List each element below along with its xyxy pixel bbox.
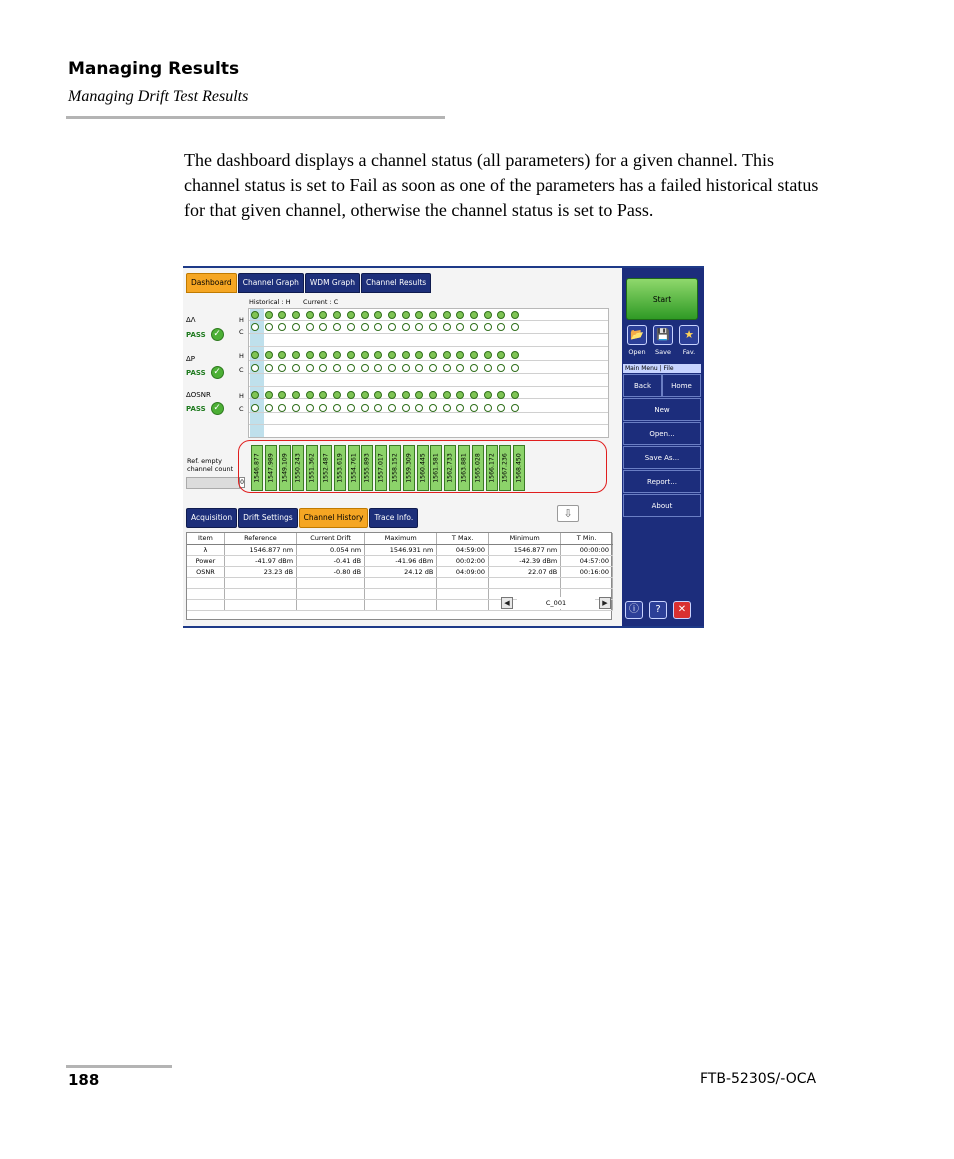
status-dot[interactable]	[251, 391, 259, 399]
grid-line	[249, 424, 608, 425]
channel-label: 1547.989	[267, 453, 275, 483]
table-cell	[297, 588, 365, 599]
status-dot[interactable]	[456, 391, 464, 399]
table-row[interactable]	[187, 544, 613, 555]
table-cell	[437, 588, 489, 599]
status-dot[interactable]	[265, 404, 273, 412]
status-dot[interactable]	[402, 364, 410, 372]
channel-label: 1566.172	[488, 453, 496, 483]
status-dot[interactable]	[484, 391, 492, 399]
table-cell	[365, 599, 437, 610]
ref-count-marker: 0	[240, 479, 244, 486]
table-header: Minimum	[489, 533, 561, 544]
status-dot[interactable]	[374, 364, 382, 372]
status-dot[interactable]	[388, 351, 396, 359]
status-dot[interactable]	[443, 391, 451, 399]
status-dot[interactable]	[265, 364, 273, 372]
status-dot[interactable]	[265, 323, 273, 331]
table-cell	[187, 588, 224, 599]
table-header: Reference	[224, 533, 296, 544]
status-dot[interactable]	[347, 351, 355, 359]
param-label-osnr: ΔOSNR	[186, 391, 211, 399]
status-dot[interactable]	[415, 404, 423, 412]
table-cell	[224, 599, 296, 610]
channel-label: 1551.362	[308, 453, 316, 483]
channel-nav	[501, 597, 611, 609]
main-menu-strip: Main Menu | File	[623, 364, 701, 373]
status-dot[interactable]	[306, 323, 314, 331]
status-dot[interactable]	[278, 404, 286, 412]
tab-acquisition[interactable]: Acquisition	[186, 508, 237, 528]
status-dot[interactable]	[319, 323, 327, 331]
row-c-label: C	[239, 405, 244, 413]
param-label-power: ΔP	[186, 355, 196, 363]
param-label-lambda: ΔΛ	[186, 316, 196, 324]
status-dot[interactable]	[333, 323, 341, 331]
footer-rule	[66, 1065, 172, 1068]
status-dot[interactable]	[347, 311, 355, 319]
back-button[interactable]: Back	[623, 374, 662, 397]
footer-model: FTB-5230S/-OCA	[700, 1071, 817, 1087]
fav-quick-button[interactable]	[679, 325, 699, 345]
tab-trace-info[interactable]: Trace Info.	[369, 508, 418, 528]
dot-row	[251, 311, 525, 321]
channel-label: 1565.028	[474, 453, 482, 483]
status-dot[interactable]	[456, 311, 464, 319]
status-dot[interactable]	[306, 364, 314, 372]
status-dot[interactable]	[278, 323, 286, 331]
page-number: 188	[68, 1071, 100, 1089]
status-dot[interactable]	[319, 391, 327, 399]
tab-drift-settings[interactable]: Drift Settings	[238, 508, 298, 528]
status-dot[interactable]	[470, 323, 478, 331]
status-dot[interactable]	[347, 364, 355, 372]
status-dot[interactable]	[497, 351, 505, 359]
table-cell	[365, 588, 437, 599]
status-dot[interactable]	[333, 311, 341, 319]
pass-osnr: PASS ✓	[186, 402, 224, 415]
disk-icon: 💾	[656, 328, 670, 341]
table-cell: 00:00:00	[561, 544, 613, 555]
table-cell: 23.23 dB	[224, 566, 296, 577]
status-dot[interactable]	[251, 404, 259, 412]
status-dot[interactable]	[429, 404, 437, 412]
status-dot[interactable]	[361, 391, 369, 399]
status-dot[interactable]	[456, 323, 464, 331]
top-tabs	[186, 273, 432, 293]
table-cell: 04:09:00	[437, 566, 489, 577]
status-dot[interactable]	[497, 323, 505, 331]
status-dot[interactable]	[511, 364, 519, 372]
page-header-subtitle: Managing Drift Test Results	[68, 88, 249, 105]
status-dot[interactable]	[484, 404, 492, 412]
open-quick-button[interactable]	[627, 325, 647, 345]
pass-check-icon: ✓	[211, 328, 224, 341]
status-dot[interactable]	[292, 391, 300, 399]
status-dot[interactable]	[388, 391, 396, 399]
tab-dashboard[interactable]: Dashboard	[186, 273, 237, 293]
status-dot[interactable]	[497, 404, 505, 412]
status-dot[interactable]	[319, 351, 327, 359]
status-dot[interactable]	[319, 364, 327, 372]
status-dot[interactable]	[374, 311, 382, 319]
status-dot[interactable]	[333, 351, 341, 359]
channel-label: 1561.581	[432, 453, 440, 483]
dot-row	[251, 351, 525, 361]
status-dot[interactable]	[497, 364, 505, 372]
status-dot[interactable]	[470, 391, 478, 399]
table-cell: 00:02:00	[437, 555, 489, 566]
tab-channel-history[interactable]: Channel History	[299, 508, 369, 528]
row-h-label: H	[239, 316, 244, 324]
status-dot[interactable]	[470, 351, 478, 359]
status-dot[interactable]	[278, 351, 286, 359]
status-dot[interactable]	[415, 364, 423, 372]
tab-channel-results[interactable]: Channel Results	[361, 273, 431, 293]
table-cell: OSNR	[187, 566, 224, 577]
status-dot[interactable]	[361, 311, 369, 319]
table-cell: Power	[187, 555, 224, 566]
status-dot[interactable]	[265, 391, 273, 399]
status-dot[interactable]	[333, 391, 341, 399]
status-dot[interactable]	[292, 311, 300, 319]
pass-power: PASS ✓	[186, 366, 224, 379]
dot-row	[251, 323, 525, 333]
table-cell: 24.12 dB	[365, 566, 437, 577]
status-dot[interactable]	[265, 311, 273, 319]
channel-label: 1552.487	[322, 453, 330, 483]
status-dot[interactable]	[402, 351, 410, 359]
status-dot[interactable]	[484, 351, 492, 359]
status-dot[interactable]	[511, 391, 519, 399]
table-header: Maximum	[365, 533, 437, 544]
table-cell: 0.054 nm	[297, 544, 365, 555]
tab-wdm-graph[interactable]: WDM Graph	[305, 273, 360, 293]
status-dot[interactable]	[306, 404, 314, 412]
status-dot[interactable]	[429, 391, 437, 399]
status-dot[interactable]	[292, 323, 300, 331]
main-panel	[183, 268, 622, 626]
tab-channel-graph[interactable]: Channel Graph	[238, 273, 304, 293]
status-dot[interactable]	[292, 404, 300, 412]
status-dot[interactable]	[470, 311, 478, 319]
status-dot[interactable]	[456, 404, 464, 412]
channel-label: 1546.877	[253, 453, 261, 483]
status-dot[interactable]	[374, 391, 382, 399]
grid-line	[249, 333, 608, 334]
status-dot[interactable]	[347, 323, 355, 331]
status-dot[interactable]	[374, 351, 382, 359]
grid-legend: Historical : H Current : C	[249, 298, 339, 306]
header-rule	[66, 116, 445, 119]
status-dot[interactable]	[306, 391, 314, 399]
status-dot[interactable]	[278, 311, 286, 319]
table-cell: 1546.877 nm	[489, 544, 561, 555]
status-dot[interactable]	[278, 391, 286, 399]
status-dot[interactable]	[511, 351, 519, 359]
status-dot[interactable]	[361, 351, 369, 359]
help-icon[interactable]: ?	[649, 601, 667, 619]
status-dot[interactable]	[361, 364, 369, 372]
table-cell: 00:16:00	[561, 566, 613, 577]
table-header: Item	[187, 533, 224, 544]
status-dot[interactable]	[333, 364, 341, 372]
table-cell	[187, 577, 224, 588]
table-row-empty	[187, 577, 613, 588]
table-cell: -0.41 dB	[297, 555, 365, 566]
row-c-label: C	[239, 328, 244, 336]
highlight-oval	[238, 440, 607, 493]
table-cell: λ	[187, 544, 224, 555]
grid-line	[249, 346, 608, 347]
status-dot[interactable]	[429, 323, 437, 331]
status-dot[interactable]	[265, 351, 273, 359]
status-dot[interactable]	[497, 311, 505, 319]
status-dot[interactable]	[484, 364, 492, 372]
save-quick-button[interactable]	[653, 325, 673, 345]
status-dot[interactable]	[402, 391, 410, 399]
channel-label: 1549.109	[281, 453, 289, 483]
status-dot[interactable]	[319, 311, 327, 319]
ref-empty-label: Ref. empty channel count	[187, 457, 234, 473]
prev-channel-button[interactable]: ◀	[501, 597, 513, 609]
channel-label: 1554.761	[350, 453, 358, 483]
menu-save-as-button[interactable]: Save As...	[623, 446, 701, 469]
star-icon: ★	[684, 328, 694, 341]
status-dot[interactable]	[251, 311, 259, 319]
status-dot[interactable]	[415, 391, 423, 399]
status-dot[interactable]	[470, 364, 478, 372]
down-arrow-icon: ⇩	[563, 507, 573, 520]
channel-label: 1560.445	[419, 453, 427, 483]
status-dot[interactable]	[361, 323, 369, 331]
menu-about-button[interactable]: About	[623, 494, 701, 517]
status-dot[interactable]	[511, 311, 519, 319]
status-dot[interactable]	[415, 311, 423, 319]
status-dot[interactable]	[361, 404, 369, 412]
table-cell: -41.96 dBm	[365, 555, 437, 566]
status-dot[interactable]	[306, 311, 314, 319]
status-dot[interactable]	[429, 364, 437, 372]
status-dot[interactable]	[251, 364, 259, 372]
menu-new-button[interactable]: New	[623, 398, 701, 421]
table-cell	[365, 577, 437, 588]
table-cell: -0.80 dB	[297, 566, 365, 577]
table-cell	[297, 599, 365, 610]
status-dot[interactable]	[484, 323, 492, 331]
table-header: Current Drift	[297, 533, 365, 544]
status-dot[interactable]	[333, 404, 341, 412]
bottom-tabs	[186, 508, 419, 528]
table-cell	[224, 577, 296, 588]
menu-report-button[interactable]: Report...	[623, 470, 701, 493]
close-icon[interactable]: ✕	[673, 601, 691, 619]
status-dot[interactable]	[470, 404, 478, 412]
ref-empty-input[interactable]	[186, 477, 241, 489]
status-dot[interactable]	[429, 351, 437, 359]
open-label: Open	[628, 348, 646, 356]
pass-check-icon: ✓	[211, 402, 224, 415]
row-h-label: H	[239, 352, 244, 360]
save-label: Save	[655, 348, 671, 356]
status-dot[interactable]	[402, 323, 410, 331]
dot-row	[251, 391, 525, 401]
table-cell: -41.97 dBm	[224, 555, 296, 566]
status-dot[interactable]	[456, 351, 464, 359]
table-cell	[437, 599, 489, 610]
status-dot[interactable]	[292, 364, 300, 372]
status-dot[interactable]	[456, 364, 464, 372]
status-dot[interactable]	[402, 311, 410, 319]
channel-label: 1559.309	[405, 453, 413, 483]
status-dot[interactable]	[388, 364, 396, 372]
fav-label: Fav.	[682, 348, 696, 356]
status-dot[interactable]	[402, 404, 410, 412]
down-arrow-button[interactable]	[557, 505, 579, 522]
bottom-icon-row	[625, 601, 697, 619]
table-cell: 22.07 dB	[489, 566, 561, 577]
folder-icon: 📂	[630, 328, 644, 341]
channel-label: 1563.881	[460, 453, 468, 483]
table-cell	[187, 599, 224, 610]
table-cell: 1546.877 nm	[224, 544, 296, 555]
status-dot[interactable]	[292, 351, 300, 359]
channel-label: 1567.236	[501, 453, 509, 483]
table-cell: -42.39 dBm	[489, 555, 561, 566]
status-dot[interactable]	[415, 351, 423, 359]
status-dot[interactable]	[429, 311, 437, 319]
app-screenshot	[183, 266, 704, 628]
start-button[interactable]: Start	[626, 278, 698, 320]
table-cell	[437, 577, 489, 588]
status-dot[interactable]	[388, 404, 396, 412]
grid-line	[249, 386, 608, 387]
status-dot[interactable]	[511, 323, 519, 331]
status-dot[interactable]	[251, 351, 259, 359]
status-dot[interactable]	[347, 391, 355, 399]
status-dot[interactable]	[388, 323, 396, 331]
pass-lambda: PASS ✓	[186, 328, 224, 341]
status-dot[interactable]	[347, 404, 355, 412]
page-header-title: Managing Results	[68, 59, 240, 79]
table-row[interactable]	[187, 555, 613, 566]
status-dot[interactable]	[443, 311, 451, 319]
status-dot[interactable]	[443, 404, 451, 412]
channel-label: 1555.893	[363, 453, 371, 483]
table-cell	[561, 577, 613, 588]
body-paragraph: The dashboard displays a channel status (all parameters) for a given channel. This channel status is set to Fail as soon as one of the parameters has a failed historical status for that given channel, otherwise the channel status is set to Pass.	[184, 150, 819, 220]
status-dot[interactable]	[319, 404, 327, 412]
status-dot[interactable]	[388, 311, 396, 319]
right-sidebar	[622, 268, 704, 626]
home-button[interactable]: Home	[662, 374, 701, 397]
table-cell	[489, 577, 561, 588]
status-dot[interactable]	[443, 323, 451, 331]
status-dot[interactable]	[374, 404, 382, 412]
channel-label: 1553.619	[336, 453, 344, 483]
row-h-label: H	[239, 392, 244, 400]
status-grid	[248, 308, 609, 438]
dot-row	[251, 404, 525, 414]
status-dot[interactable]	[278, 364, 286, 372]
status-dot[interactable]	[497, 391, 505, 399]
table-cell: 04:59:00	[437, 544, 489, 555]
status-dot[interactable]	[251, 323, 259, 331]
table-cell: 1546.931 nm	[365, 544, 437, 555]
row-c-label: C	[239, 366, 244, 374]
channel-value: C_001	[517, 597, 595, 609]
status-dot[interactable]	[374, 323, 382, 331]
next-channel-button[interactable]: ▶	[599, 597, 611, 609]
status-dot[interactable]	[484, 311, 492, 319]
channel-label: 1562.733	[446, 453, 454, 483]
table-cell: 04:57:00	[561, 555, 613, 566]
dot-row	[251, 364, 525, 374]
menu-open-button[interactable]: Open...	[623, 422, 701, 445]
status-dot[interactable]	[443, 351, 451, 359]
channel-label: 1557.017	[377, 453, 385, 483]
channel-label: 1558.152	[391, 453, 399, 483]
info-icon[interactable]: ⓘ	[625, 601, 643, 619]
pass-check-icon: ✓	[211, 366, 224, 379]
status-dot[interactable]	[511, 404, 519, 412]
status-dot[interactable]	[306, 351, 314, 359]
channel-label: 1550.243	[294, 453, 302, 483]
status-dot[interactable]	[443, 364, 451, 372]
table-row[interactable]	[187, 566, 613, 577]
table-header: T Max.	[437, 533, 489, 544]
table-cell	[297, 577, 365, 588]
table-cell	[224, 588, 296, 599]
channel-label: 1568.450	[515, 453, 523, 483]
table-header: T Min.	[561, 533, 613, 544]
status-dot[interactable]	[415, 323, 423, 331]
